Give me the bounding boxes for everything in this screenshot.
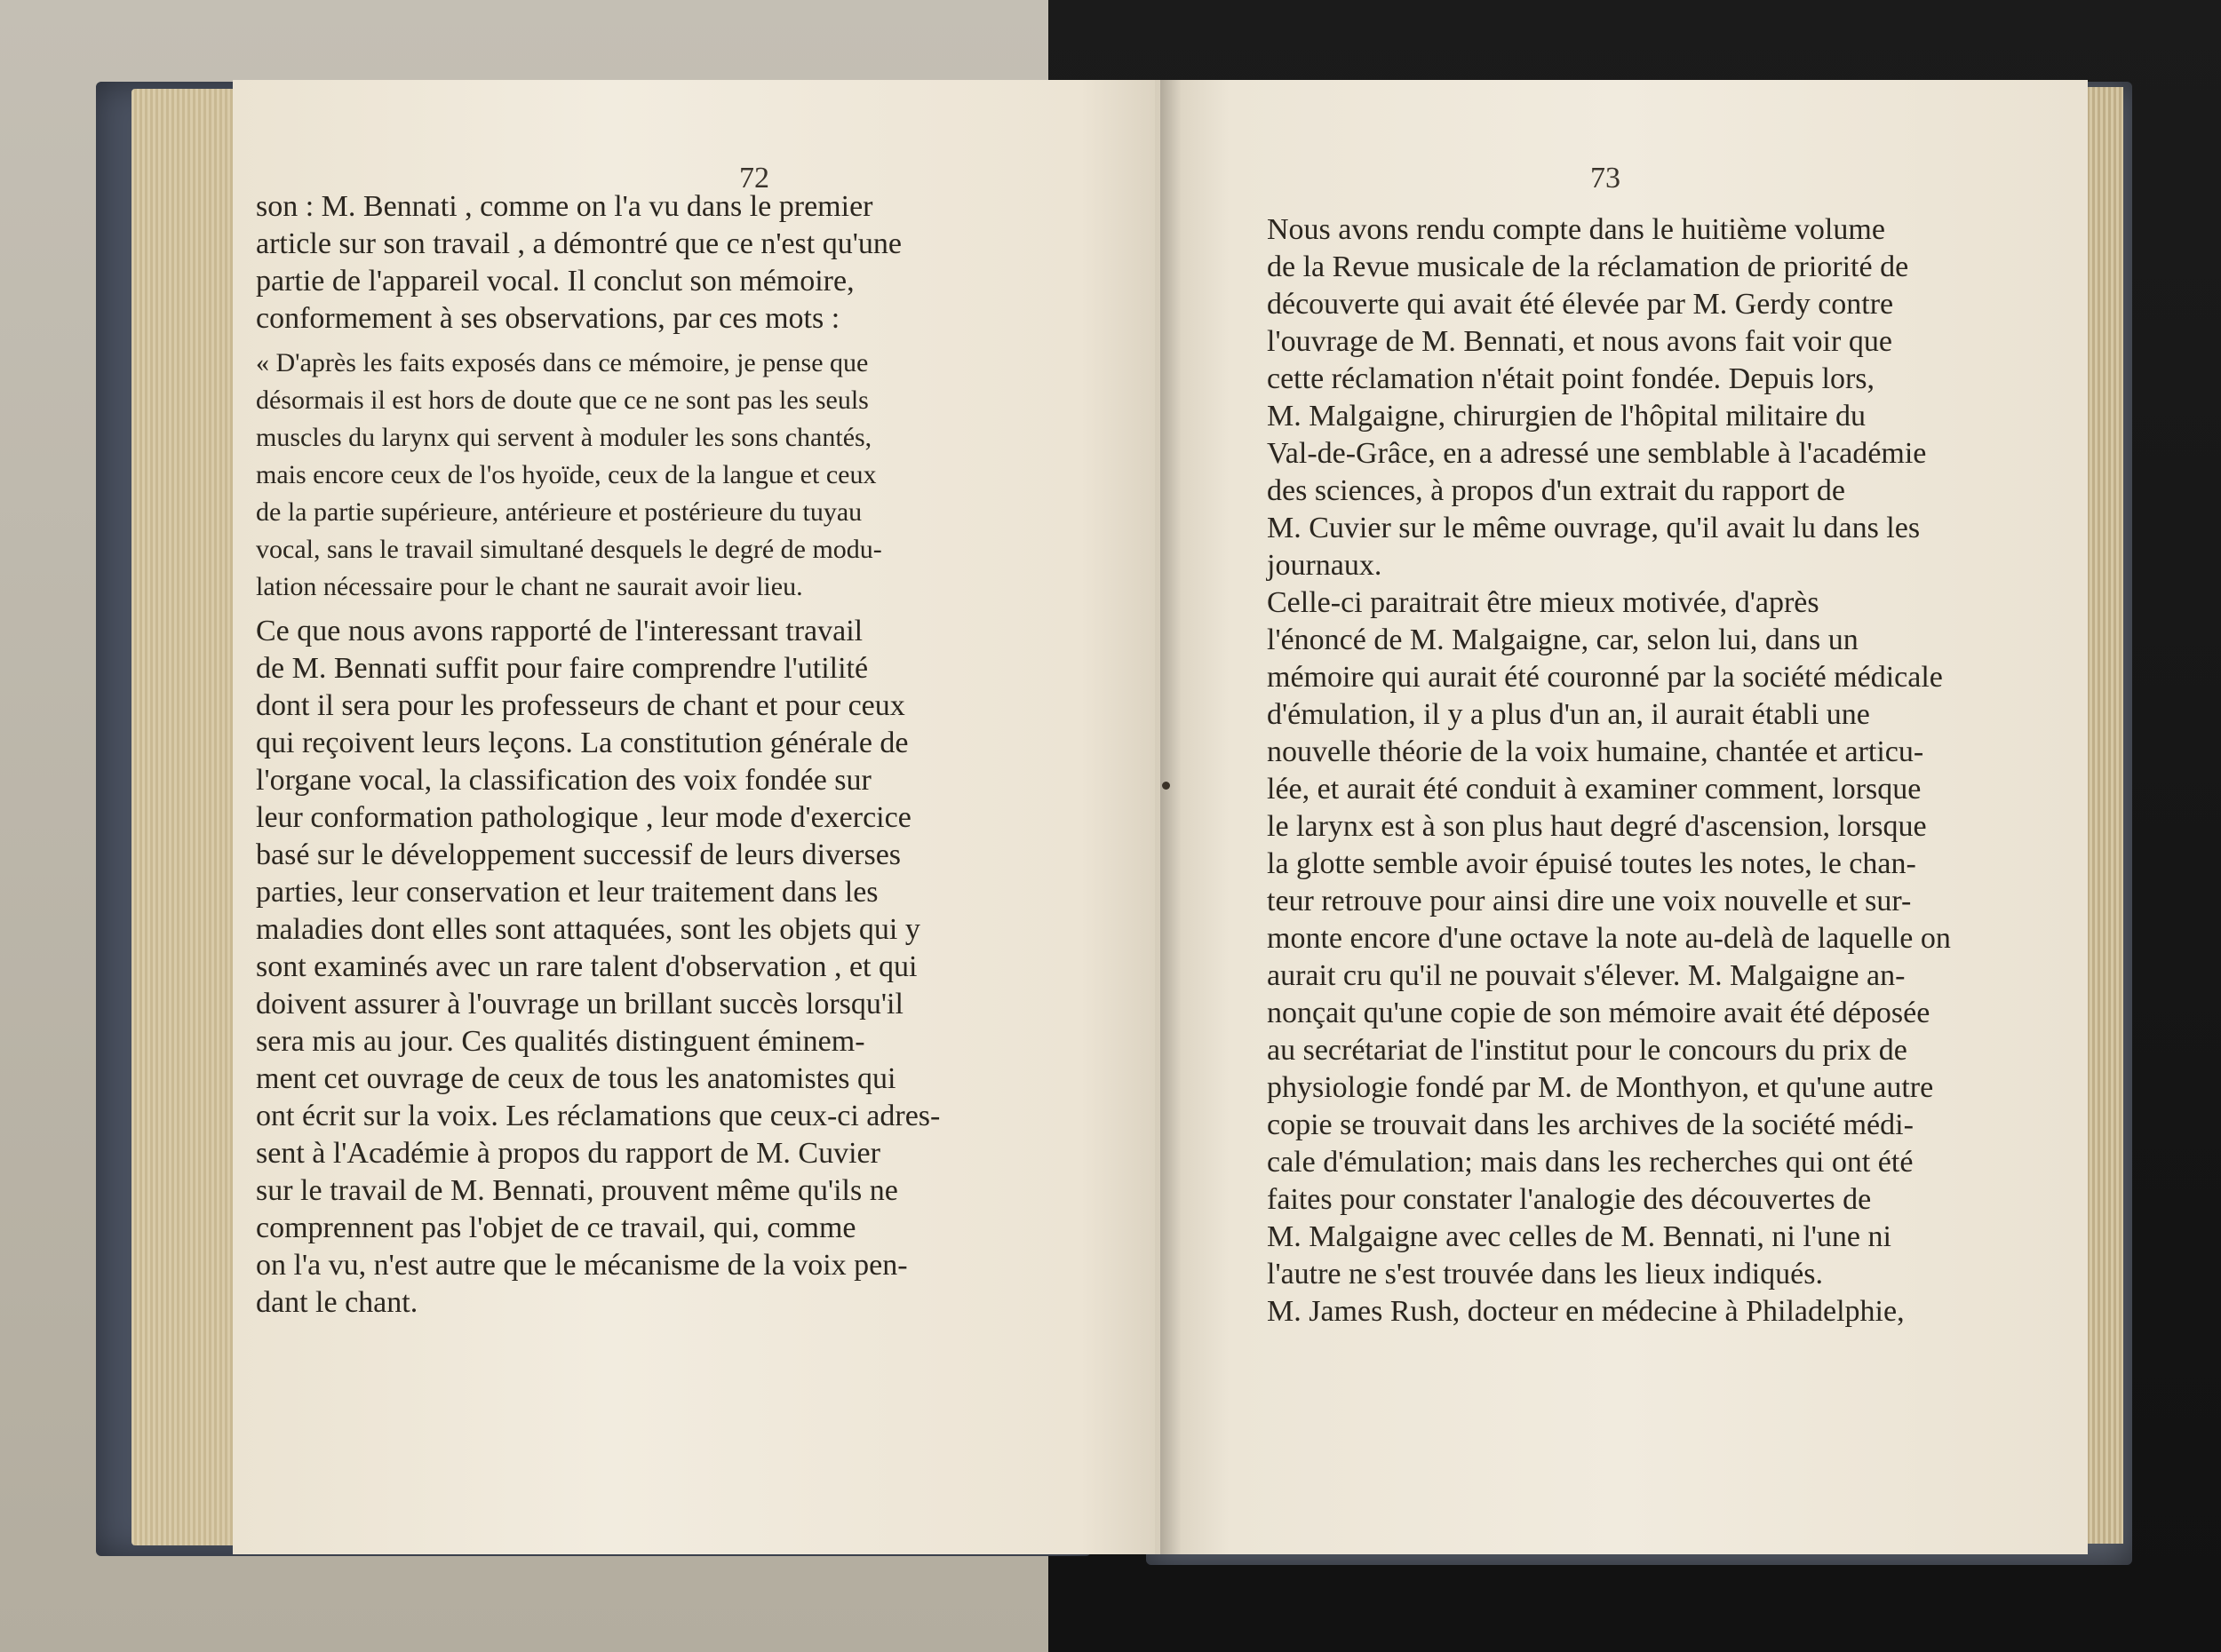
text-line: l'autre ne s'est trouvée dans les lieux indiqués. xyxy=(1267,1258,1823,1291)
left-page-opening-paragraph xyxy=(256,188,902,338)
text-line: M. Malgaigne avec celles de M. Bennati, ni l'une ni xyxy=(1267,1220,1891,1253)
text-line: aurait cru qu'il ne pouvait s'élever. M. Malgaigne an- xyxy=(1267,959,1906,992)
text-line: M. James Rush, docteur en médecine à Philadelphie, xyxy=(1267,1295,1905,1328)
gutter-mark xyxy=(1162,782,1170,790)
text-line: maladies dont elles sont attaquées, sont les objets qui y xyxy=(256,913,920,946)
text-line: copie se trouvait dans les archives de la société médi- xyxy=(1267,1108,1914,1141)
page-number-left: 72 xyxy=(739,162,769,195)
text-line: son : M. Bennati , comme on l'a vu dans le premier xyxy=(256,190,873,223)
text-line: doivent assurer à l'ouvrage un brillant succès lorsqu'il xyxy=(256,988,904,1021)
text-line: cette réclamation n'était point fondée. Depuis lors, xyxy=(1267,362,1875,395)
left-page xyxy=(233,80,1174,1554)
text-line: de M. Bennati suffit pour faire comprendre l'utilité xyxy=(256,652,869,685)
text-line: dont il sera pour les professeurs de chant et pour ceux xyxy=(256,689,905,722)
text-line: article sur son travail , a démontré que ce n'est qu'une xyxy=(256,227,902,260)
text-line: sont examinés avec un rare talent d'observation , et qui xyxy=(256,950,918,983)
text-line: sent à l'Académie à propos du rapport de M. Cuvier xyxy=(256,1137,880,1170)
text-line: de la partie supérieure, antérieure et postérieure du tuyau xyxy=(256,497,863,527)
text-line: le larynx est à son plus haut degré d'ascension, lorsque xyxy=(1267,810,1927,843)
right-page-body xyxy=(1267,211,1951,1330)
text-line: journaux. xyxy=(1267,549,1382,582)
text-line: l'organe vocal, la classification des voix fondée sur xyxy=(256,764,872,797)
text-line: physiologie fondé par M. de Monthyon, et qu'une autre xyxy=(1267,1071,1934,1104)
page-number-right: 73 xyxy=(1590,162,1620,195)
text-line: de la Revue musicale de la réclamation de priorité de xyxy=(1267,250,1909,283)
text-line: ment cet ouvrage de ceux de tous les anatomistes qui xyxy=(256,1062,896,1095)
text-line: sera mis au jour. Ces qualités distinguent éminem- xyxy=(256,1025,865,1058)
text-line: la glotte semble avoir épuisé toutes les notes, le chan- xyxy=(1267,847,1916,880)
text-line: muscles du larynx qui servent à moduler les sons chantés, xyxy=(256,423,872,452)
text-line: nonçait qu'une copie de son mémoire avait été déposée xyxy=(1267,997,1930,1029)
text-line: leur conformation pathologique , leur mode d'exercice xyxy=(256,801,911,834)
text-line: basé sur le développement successif de leurs diverses xyxy=(256,838,902,871)
text-line: mais encore ceux de l'os hyoïde, ceux de la langue et ceux xyxy=(256,460,877,489)
text-line: faites pour constater l'analogie des découvertes de xyxy=(1267,1183,1872,1216)
text-line: Nous avons rendu compte dans le huitième volume xyxy=(1267,213,1885,246)
text-line: M. Malgaigne, chirurgien de l'hôpital militaire du xyxy=(1267,400,1867,433)
text-line: au secrétariat de l'institut pour le concours du prix de xyxy=(1267,1034,1907,1067)
text-line: monte encore d'une octave la note au-delà de laquelle on xyxy=(1267,922,1951,955)
text-line: teur retrouve pour ainsi dire une voix nouvelle et sur- xyxy=(1267,885,1912,917)
left-page-quotation xyxy=(256,345,882,606)
text-line: lée, et aurait été conduit à examiner comment, lorsque xyxy=(1267,773,1922,806)
text-line: découverte qui avait été élevée par M. Gerdy contre xyxy=(1267,288,1894,321)
book-gutter-shadow xyxy=(1160,80,1182,1554)
text-line: dant le chant. xyxy=(256,1286,418,1319)
text-line: partie de l'appareil vocal. Il conclut son mémoire, xyxy=(256,265,855,298)
text-line: M. Cuvier sur le même ouvrage, qu'il avait lu dans les xyxy=(1267,512,1921,544)
text-line: Ce que nous avons rapporté de l'interessant travail xyxy=(256,615,864,647)
text-line: des sciences, à propos d'un extrait du rapport de xyxy=(1267,474,1845,507)
text-line: nouvelle théorie de la voix humaine, chantée et articu- xyxy=(1267,735,1924,768)
text-line: vocal, sans le travail simultané desquels le degré de modu- xyxy=(256,535,882,564)
text-line: cale d'émulation; mais dans les recherches qui ont été xyxy=(1267,1146,1914,1179)
text-line: « D'après les faits exposés dans ce mémoire, je pense que xyxy=(256,348,869,377)
text-line: l'ouvrage de M. Bennati, et nous avons fait voir que xyxy=(1267,325,1892,358)
text-line: l'énoncé de M. Malgaigne, car, selon lui, dans un xyxy=(1267,623,1859,656)
right-page xyxy=(1155,80,2088,1554)
text-line: ont écrit sur la voix. Les réclamations que ceux-ci adres- xyxy=(256,1100,941,1132)
text-line: mémoire qui aurait été couronné par la société médicale xyxy=(1267,661,1943,694)
text-line: lation nécessaire pour le chant ne saurait avoir lieu. xyxy=(256,572,803,601)
page-edges-left xyxy=(131,89,238,1545)
text-line: conformement à ses observations, par ces mots : xyxy=(256,302,840,335)
text-line: sur le travail de M. Bennati, prouvent même qu'ils ne xyxy=(256,1174,898,1207)
text-line: comprennent pas l'objet de ce travail, qui, comme xyxy=(256,1211,856,1244)
text-line: Celle-ci paraitrait être mieux motivée, d'après xyxy=(1267,586,1819,619)
text-line: désormais il est hors de doute que ce ne sont pas les seuls xyxy=(256,385,869,415)
text-line: Val-de-Grâce, en a adressé une semblable à l'académie xyxy=(1267,437,1927,470)
left-page-main-paragraph xyxy=(256,613,940,1322)
text-line: d'émulation, il y a plus d'un an, il aurait établi une xyxy=(1267,698,1870,731)
text-line: qui reçoivent leurs leçons. La constitution générale de xyxy=(256,727,909,759)
text-line: on l'a vu, n'est autre que le mécanisme de la voix pen- xyxy=(256,1249,908,1282)
text-line: parties, leur conservation et leur traitement dans les xyxy=(256,876,879,909)
